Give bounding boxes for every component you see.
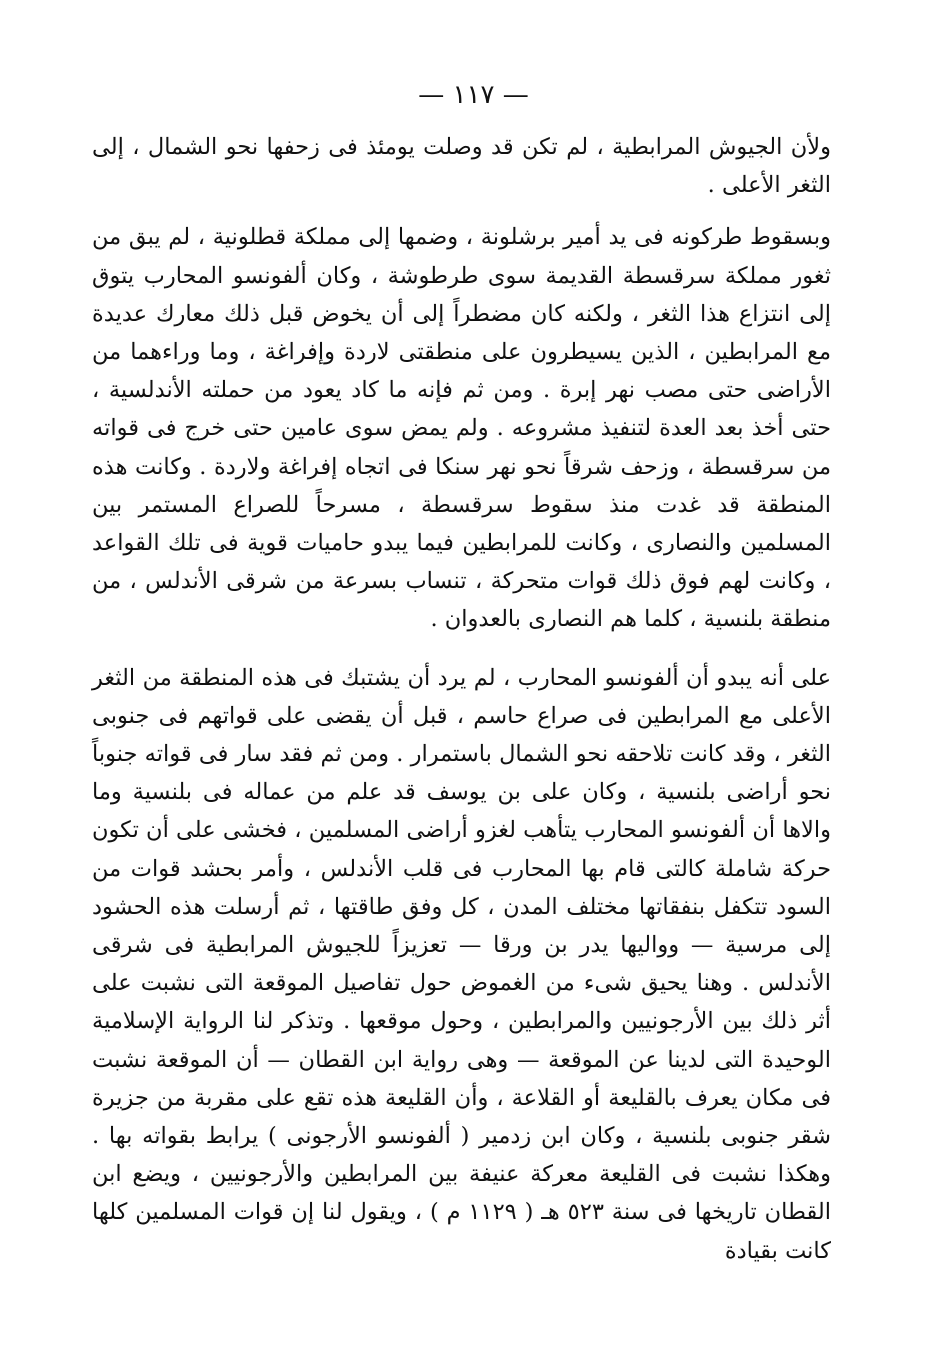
paragraph-2: وبسقوط طركونه فى يد أمير برشلونة ، وضمها إلى مملكة قطلونية ، لم يبق من ثغور مملكة سرقسطة القديمة سوى طرطوشة ، وكان ألفونسو المحارب يتوق إلى انتزاع هذا الثغر ، ولكنه كان مضطراً إلى أن يخوض قبل ذلك معارك عديدة مع المرابطين ، الذين يسيطرون على منطقتى لاردة وإفراغة ، وما وراءهما من الأراضى حتى مصب نهر إبرة . ومن ثم فإنه ما كاد يعود من حملته الأندلسية ، حتى أخذ بعد العدة لتنفيذ مشروعه . ولم يمض سوى عامين حتى خرج فى قواته من سرقسطة ، وزحف شرقاً نحو نهر سنكا فى اتجاه إفراغة ولاردة . وكانت هذه المنطقة قد غدت منذ سقوط سرقسطة ، مسرحاً للصراع المستمر بين المسلمين والنصارى ، وكانت للمرابطين فيما يبدو حاميات قوية فى تلك القواعد ، وكانت لهم فوق ذلك قوات متحركة ، تنساب بسرعة من شرقى الأندلس ، من منطقة بلنسية ، كلما هم النصارى بالعدوان . <box>92 224 832 633</box>
body-text <box>92 128 831 1270</box>
paragraph-3: على أنه يبدو أن ألفونسو المحارب ، لم يرد أن يشتبك فى هذه المنطقة من الثغر الأعلى مع المرابطين فى صراع حاسم ، قبل أن يقضى على قواتهم فى جنوبى الثغر ، وقد كانت تلاحقه نحو الشمال باستمرار . ومن ثم فقد سار فى قواته جنوباً نحو أراضى بلنسية ، وكان على بن يوسف قد علم من عماله فى بلنسية وما والاها أن ألفونسو المحارب يتأهب لغزو أراضى المسلمين ، فخشى على أن تكون حركة شاملة كالتى قام بها المحارب فى قلب الأندلس ، وأمر بحشد قوات من السود تتكفل بنفقاتها مختلف المدن ، كل وفق طاقتها ، ثم أرسلت هذه الحشود إلى مرسية — وواليها يدر بن ورقا — تعزيزاً للجيوش المرابطية فى شرقى الأندلس . وهنا يحيق شىء من الغموض حول تفاصيل الموقعة التى نشبت على أثر ذلك بين الأرجونيين والمرابطين ، وحول موقعها . وتذكر لنا الرواية الإسلامية الوحيدة التى لدينا عن الموقعة — وهى رواية ابن القطان — أن الموقعة نشبت فى مكان يعرف بالقليعة أو القلاعة ، وأن القليعة هذه تقع على مقربة من جزيرة شقر جنوبى بلنسية ، وكان ابن زدمير ( ألفونسو الأرجونى ) يرابط بقواته بها . وهكذا نشبت فى القليعة معركة عنيفة بين المرابطين والأرجونيين ، ويضع ابن القطان تاريخها فى سنة ٥٢٣ هـ ( ١١٢٩ م ) ، ويقول لنا إن قوات المسلمين كلها كانت بقيادة <box>92 664 831 1264</box>
paragraph-1: ولأن الجيوش المرابطية ، لم تكن قد وصلت يومئذ فى زحفها نحو الشمال ، إلى الثغر الأعلى . <box>92 134 831 199</box>
page-number: — ١١٧ — <box>418 80 529 110</box>
